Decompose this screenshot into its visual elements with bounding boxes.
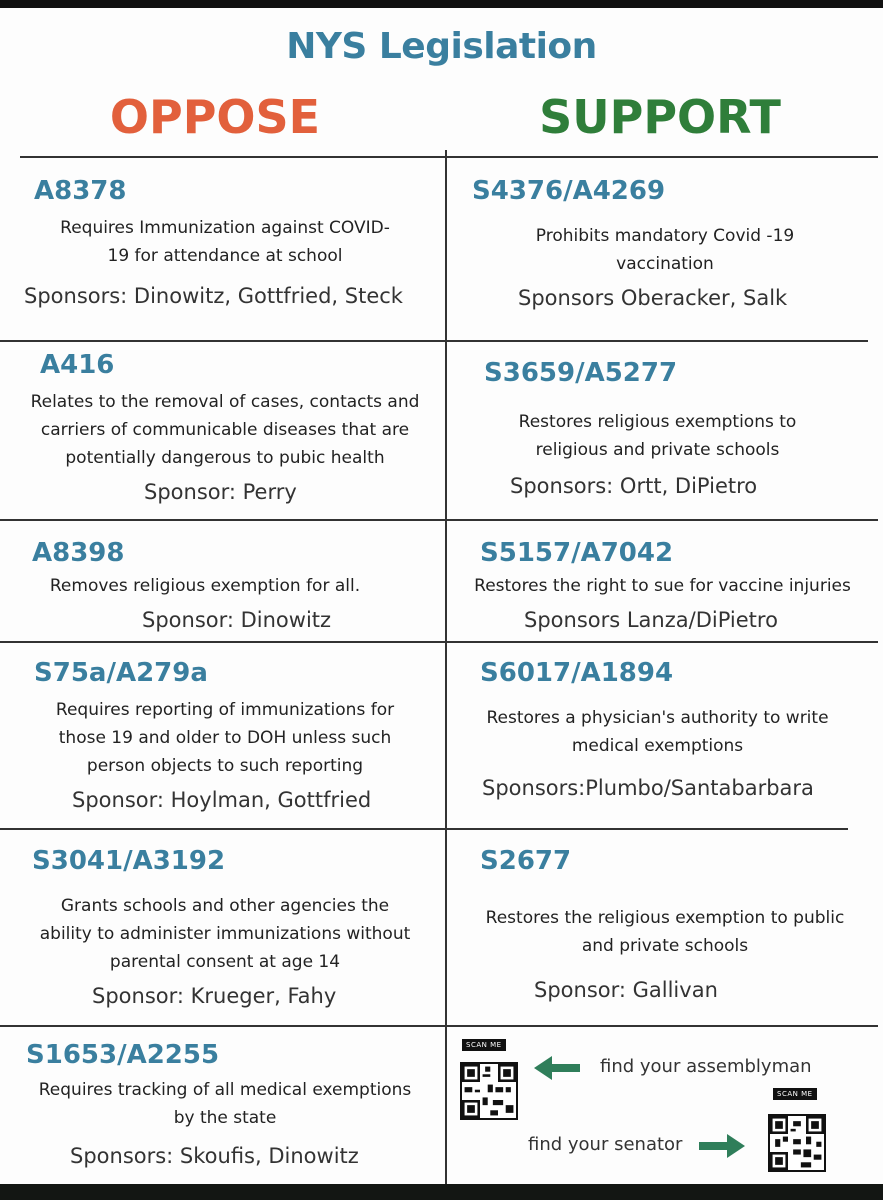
bill-sponsors: Sponsor: Hoylman, Gottfried <box>72 788 372 812</box>
legislation-sheet <box>0 8 883 1184</box>
row-divider <box>20 156 878 158</box>
bill-sponsors: Sponsors:Plumbo/Santabarbara <box>482 776 814 800</box>
bill-sponsors: Sponsors Lanza/DiPietro <box>524 608 778 632</box>
arrow-right-icon <box>697 1132 745 1160</box>
bill-description: Prohibits mandatory Covid -19 vaccination <box>535 226 795 274</box>
bill-description: Requires tracking of all medical exemptions by the state <box>38 1080 412 1128</box>
bill-description: Requires reporting of immunizations for those 19 and older to DOH unless such person objects to such reporting <box>55 700 395 776</box>
row-divider <box>0 641 878 643</box>
oppose-heading: OPPOSE <box>109 90 321 144</box>
bill-description: Restores the religious exemption to public and private schools <box>485 908 845 956</box>
row-divider <box>0 519 878 521</box>
bottom-border <box>0 1184 883 1200</box>
bill-description: Restores religious exemptions to religious and private schools <box>518 412 797 460</box>
page-title: NYS Legislation <box>286 26 597 67</box>
bill-description: Restores the right to sue for vaccine injuries <box>474 576 851 596</box>
bill-code: S5157/A7042 <box>480 538 674 568</box>
bill-code: S3659/A5277 <box>484 358 678 388</box>
bill-code: S4376/A4269 <box>472 176 666 206</box>
row-divider <box>0 1025 878 1027</box>
arrow-left-icon <box>534 1054 582 1082</box>
bill-description: Relates to the removal of cases, contacts and carriers of communicable diseases that are potentially dangerous to pubic health <box>30 392 420 468</box>
column-divider <box>445 150 447 1184</box>
bill-code: S6017/A1894 <box>480 658 674 688</box>
row-divider <box>0 828 848 830</box>
scan-me-label: SCAN ME <box>462 1039 506 1051</box>
bill-sponsors: Sponsor: Perry <box>144 480 297 504</box>
bill-sponsors: Sponsors: Skoufis, Dinowitz <box>70 1144 359 1168</box>
bill-code: A8398 <box>32 538 125 568</box>
row-divider <box>0 340 868 342</box>
bill-sponsors: Sponsor: Dinowitz <box>142 608 332 632</box>
bill-sponsors: Sponsors: Dinowitz, Gottfried, Steck <box>24 284 403 308</box>
bill-code: A416 <box>40 350 115 380</box>
senator-qr-code[interactable] <box>768 1114 826 1172</box>
qr-icon <box>770 1116 824 1170</box>
bill-description: Restores a physician's authority to write medical exemptions <box>486 708 829 756</box>
bill-sponsors: Sponsors Oberacker, Salk <box>518 286 788 310</box>
bill-code: S2677 <box>480 846 572 876</box>
bill-sponsors: Sponsor: Gallivan <box>534 978 718 1002</box>
bill-code: A8378 <box>34 176 127 206</box>
bill-sponsors: Sponsors: Ortt, DiPietro <box>510 474 758 498</box>
bill-description: Grants schools and other agencies the ability to administer immunizations without parental consent at age 14 <box>39 896 411 972</box>
bill-sponsors: Sponsor: Krueger, Fahy <box>92 984 337 1008</box>
bill-description: Requires Immunization against COVID- 19 for attendance at school <box>60 218 390 266</box>
bill-description: Removes religious exemption for all. <box>49 576 361 596</box>
bill-code: S75a/A279a <box>34 658 208 688</box>
scan-me-label: SCAN ME <box>773 1088 817 1100</box>
assemblyman-qr-code[interactable] <box>460 1062 518 1120</box>
find-senator-text: find your senator <box>528 1134 683 1155</box>
find-assemblyman-text: find your assemblyman <box>600 1056 812 1077</box>
qr-icon <box>462 1064 516 1118</box>
bill-code: S1653/A2255 <box>26 1040 220 1070</box>
bill-code: S3041/A3192 <box>32 846 226 876</box>
support-heading: SUPPORT <box>539 90 781 144</box>
